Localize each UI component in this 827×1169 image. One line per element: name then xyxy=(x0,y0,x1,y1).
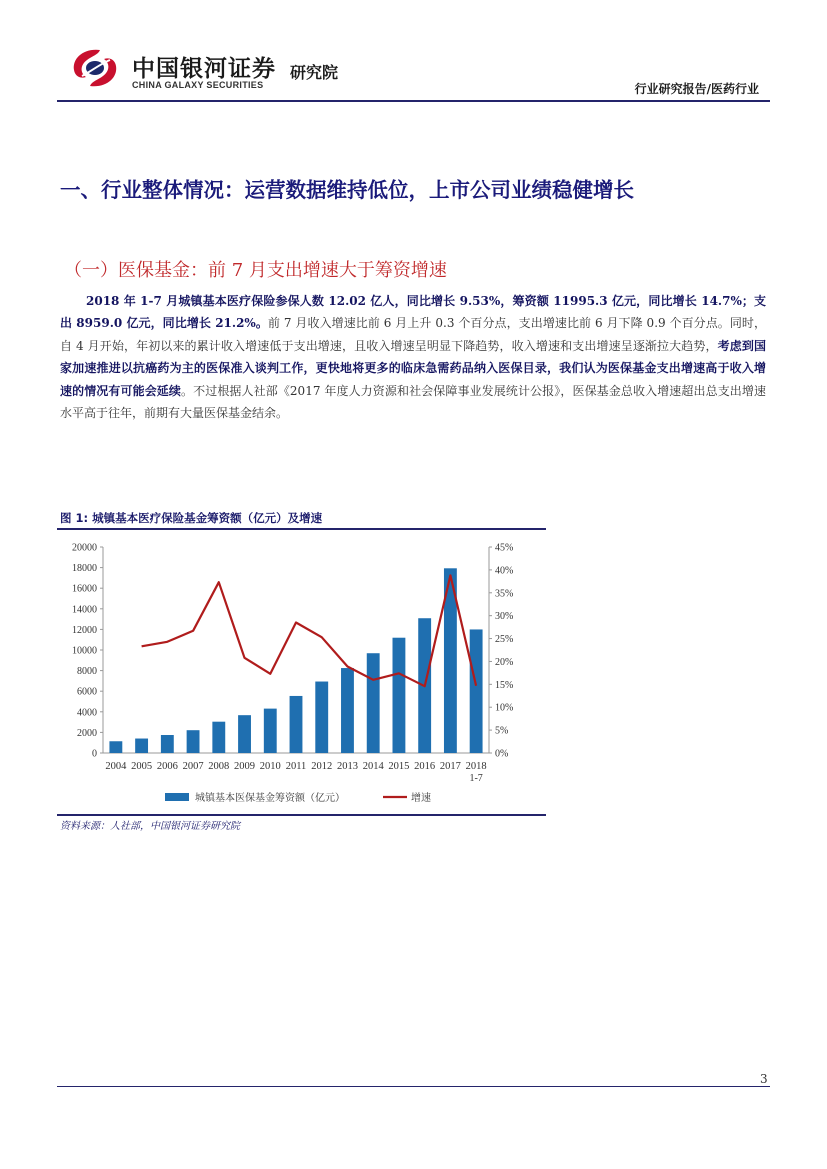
section-heading: 一、行业整体情况：运营数据维持低位，上市公司业绩稳健增长 xyxy=(60,178,634,202)
footer-rule xyxy=(57,1086,770,1087)
x-tick-label: 2006 xyxy=(156,761,178,772)
report-type-label: 行业研究报告/医药行业 xyxy=(634,82,759,96)
paragraph-bold-conclusion: 考虑到国家加速推进以抗癌药为主的医保准入谈判工作，更快地将更多的临床急需药品纳入医保目录，我们认为医保基金支出增速高于收入增速的情况有可能会延续 xyxy=(60,338,766,398)
y-right-tick-label: 15% xyxy=(495,679,514,691)
x-tick-label: 2014 xyxy=(362,761,384,772)
y-right-tick-label: 35% xyxy=(495,588,514,600)
figure-title: 图 1: 城镇基本医疗保险基金筹资额（亿元）及增速 xyxy=(60,511,323,525)
x-tick-label: 2007 xyxy=(182,761,204,772)
brand-name-en: CHINA GALAXY SECURITIES xyxy=(132,80,264,90)
brand-name-cn: 中国银河证券 xyxy=(132,56,276,82)
y-right-tick-label: 0% xyxy=(495,748,509,760)
figure-bottom-rule xyxy=(57,814,546,816)
y-left-tick-label: 18000 xyxy=(72,563,97,575)
y-right-tick-label: 40% xyxy=(495,565,514,577)
bar xyxy=(341,668,354,753)
paragraph-text-tail: 。不过根据人社部《2017 年度人力资源和社会保障事业发展统计公报》，医保基金总收入增速超出总支出增速水平高于往年，前期有大量医保基金结余。 xyxy=(60,383,766,421)
x-tick-label: 2011 xyxy=(285,761,307,772)
y-left-tick-label: 16000 xyxy=(72,583,97,595)
y-left-tick-label: 14000 xyxy=(72,604,97,616)
bar xyxy=(238,715,251,753)
y-right-tick-label: 20% xyxy=(495,656,514,668)
legend-bar-swatch xyxy=(165,793,189,801)
bar xyxy=(161,735,174,753)
paragraph-text: 前 7 月收入增速比前 6 月上升 0.3 个百分点，支出增速比前 6 月下降 0.9 个百分点。同时，自 4 月开始，年初以来的累计收入增速低于支出增速，且收入增速呈明显下降趋势，收入增速和支出增速呈逐渐拉大趋势， xyxy=(60,316,766,353)
y-left-tick-label: 10000 xyxy=(72,645,97,657)
chart-funding-and-growth xyxy=(57,530,547,815)
paragraph-bold-stats: 2018 年 1-7 月城镇基本医疗保险参保人数 12.02 亿人，同比增长 9.53%，筹资额 11995.3 亿元，同比增长 14.7%；支出 8959.0 亿元，同比增长 21.2%。 xyxy=(60,294,766,331)
bar xyxy=(393,638,406,753)
body-paragraph xyxy=(60,290,766,424)
x-tick-label: 2013 xyxy=(336,761,358,772)
y-right-tick-label: 10% xyxy=(495,702,514,714)
legend-line-label: 增速 xyxy=(411,793,431,804)
header-rule xyxy=(57,100,770,102)
subsection-heading: （一）医保基金：前 7 月支出增速大于筹资增速 xyxy=(64,260,447,281)
x-tick-label: 2017 xyxy=(439,761,461,772)
bar xyxy=(290,696,303,753)
x-tick-label: 2015 xyxy=(388,761,410,772)
y-left-tick-label: 0 xyxy=(92,748,97,760)
x-tick-label: 2008 xyxy=(208,761,230,772)
y-right-tick-label: 30% xyxy=(495,611,514,623)
legend-bar-label: 城镇基本医保基金筹资额（亿元） xyxy=(195,793,345,804)
institute-label: 研究院 xyxy=(290,63,339,82)
y-right-tick-label: 5% xyxy=(495,725,509,737)
china-galaxy-logo-icon xyxy=(70,46,120,90)
bar xyxy=(187,730,200,753)
x-tick-label: 2012 xyxy=(311,761,333,772)
bar xyxy=(212,722,225,753)
bar xyxy=(367,653,380,753)
x-tick-label: 2009 xyxy=(234,761,256,772)
y-left-tick-label: 2000 xyxy=(77,727,97,739)
x-tick-label: 2010 xyxy=(259,761,281,772)
y-left-tick-label: 12000 xyxy=(72,624,97,636)
y-right-tick-label: 45% xyxy=(495,542,514,554)
x-tick-label: 2004 xyxy=(105,761,127,772)
bar xyxy=(470,629,483,753)
y-left-tick-label: 4000 xyxy=(77,707,97,719)
figure-source: 资料来源：人社部，中国银河证券研究院 xyxy=(60,821,240,832)
x-tick-label: 2018 xyxy=(465,761,487,772)
y-right-tick-label: 25% xyxy=(495,634,514,646)
x-tick-label: 2005 xyxy=(131,761,153,772)
bar xyxy=(135,739,148,753)
x-tick-sublabel: 1-7 xyxy=(469,773,483,784)
page-number: 3 xyxy=(760,1072,768,1086)
bar xyxy=(109,741,122,753)
y-left-tick-label: 20000 xyxy=(72,542,97,554)
bar xyxy=(315,682,328,753)
y-left-tick-label: 6000 xyxy=(77,686,97,698)
bar xyxy=(264,709,277,753)
y-left-tick-label: 8000 xyxy=(77,666,97,678)
x-tick-label: 2016 xyxy=(414,761,436,772)
